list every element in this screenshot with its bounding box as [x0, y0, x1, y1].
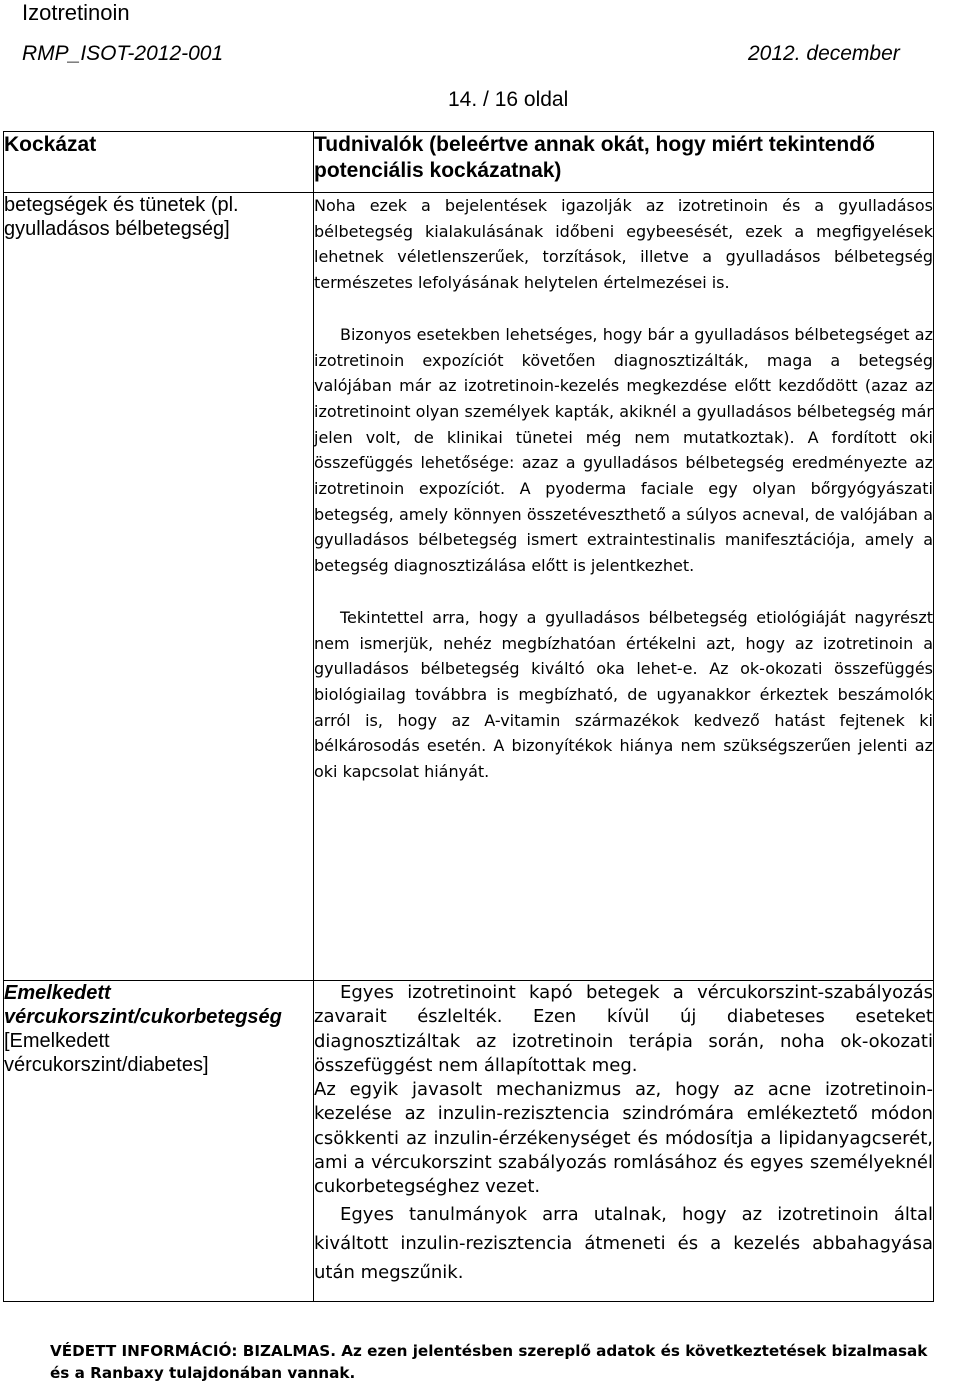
paragraph-ibd-3: Tekintettel arra, hogy a gyulladásos bélbetegség etiológiáját nagyrészt nem ismerjük, nehéz megbízhatóan értékelni azt, hogy az izotretinoin a gyulladásos bélbetegség kiváltó oka lehet-e. Az ok-okozati összefüggés biológiailag továbbra is megbízható, de ugyanakkor érkeztek beszámolók arról is, hogy az A-vitamin származékok kedvező hatást fejtenek ki bélkárosodás esetén. A bizonyítékok hiánya nem szükségszerűen jelenti az oki kapcsolat hiányát. [314, 607, 933, 782]
paragraph-ibd-2: Bizonyos esetekben lehetséges, hogy bár a gyulladásos bélbetegséget az izotretinoin expozíciót követően diagnosztizálták, maga a betegség valójában már az izotretinoin-kezelés megkezdése előtt kezdődött (azaz az izotretinoint olyan személyek kapták, akiknél a gyulladásos bélbetegség már jelen volt, de klinikai tünetei még nem mutatkoztak). A fordított oki összefüggés lehetősége: azaz a gyulladásos bélbetegség eredményezte az izotretinoin expozíciót. A pyoderma faciale egy olyan bőrgyógyászati betegség, amely könnyen összetéveszthető a súlyos acneval, de valójában a gyulladásos bélbetegség ismert extraintestinalis manifesztációja, amely a betegség diagnosztizálása előtt is jelentkezhet. [314, 324, 933, 576]
document-title: Izotretinoin [22, 0, 130, 25]
details-cell-glucose [314, 981, 934, 1302]
risk-table [3, 131, 934, 1302]
column-header-risk: Kockázat [4, 132, 314, 193]
paragraph-glucose-3: Egyes tanulmányok arra utalnak, hogy az izotretinoin által kiváltott inzulin-rezisztencia átmeneti és a kezelés abbahagyása után megszűnik. [314, 1203, 933, 1283]
paragraph-glucose-2: Az egyik javasolt mechanizmus az, hogy az acne izotretinoin-kezelése az inzulin-rezisztencia szindrómára emlékeztető módon csökkenti az inzulin-érzékenységet és módosítja a lipidanyagcserét, ami a vércukorszint szabályozás romlásához és egyes személyeknél cukorbetegséghez vezet. [314, 1079, 933, 1198]
document-id: RMP_ISOT-2012-001 [22, 42, 224, 65]
confidentiality-footer: VÉDETT INFORMÁCIÓ: BIZALMAS. Az ezen jelentésben szereplő adatok és következtetések bizalmasak és a Ranbaxy tulajdonában vannak. [50, 1342, 928, 1382]
table-row [4, 981, 934, 1302]
paragraph-glucose-1: Egyes izotretinoint kapó betegek a vércukorszint-szabályozás zavarait észlelték. Ezen kívül új diabeteses eseteket diagnosztizáltak az izotretinoin terápia során, noha ok-okozati összefüggést nem állapítottak meg. [314, 982, 933, 1076]
page-number: 14. / 16 oldal [448, 88, 569, 111]
document-date: 2012. december [748, 42, 900, 65]
risk-cell-glucose [4, 981, 314, 1302]
risk-label-glucose: Emelkedett vércukorszint/cukorbetegség [4, 982, 282, 1028]
risk-label-ibd: betegségek és tünetek (pl. gyulladásos bélbetegség] [4, 194, 239, 240]
risk-label-glucose-alt: [Emelkedett vércukorszint/diabetes] [4, 1030, 209, 1076]
paragraph-ibd-1: Noha ezek a bejelentések igazolják az izotretinoin és a gyulladásos bélbetegség kialakulásának időbeni egybeesését, ezek a megfigyelések lehetnek véletlenszerűek, torzítások, illetve a gyulladásos bélbetegség természetes lefolyásának helytelen értelmezései is. [314, 196, 933, 293]
risk-cell-ibd [4, 193, 314, 981]
table-header-row [4, 132, 934, 193]
details-cell-ibd [314, 193, 934, 981]
column-header-details: Tudnivalók (beleértve annak okát, hogy miért tekintendő potenciális kockázatnak) [314, 132, 934, 193]
table-row [4, 193, 934, 981]
